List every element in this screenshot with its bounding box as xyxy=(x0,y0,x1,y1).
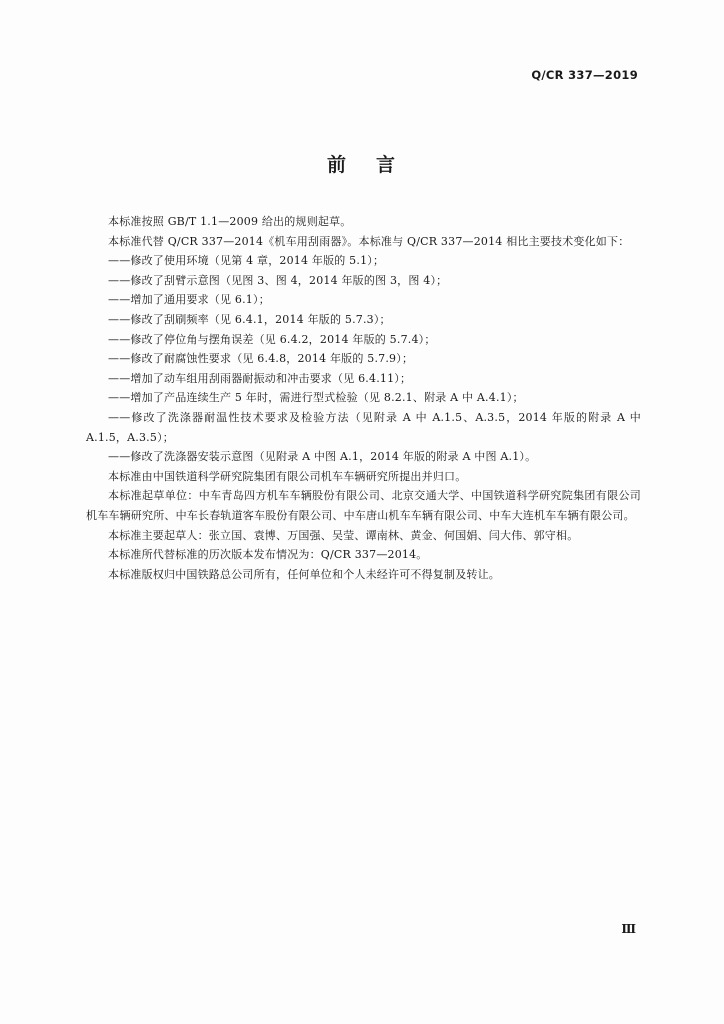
paragraph: 本标准由中国铁道科学研究院集团有限公司机车车辆研究所提出并归口。 xyxy=(108,469,467,483)
list-item: ——修改了耐腐蚀性要求（见 6.4.8，2014 年版的 5.7.9）； xyxy=(108,352,414,366)
list-item: ——增加了产品连续生产 5 年时，需进行型式检验（见 8.2.1、附录 A 中 A.4.1）； xyxy=(108,391,524,405)
paragraph: 本标准代替 Q/CR 337—2014《机车用刮雨器》。本标准与 Q/CR 337—2014 相比主要技术变化如下： xyxy=(108,234,630,248)
paragraph: 本标准版权归中国铁路总公司所有，任何单位和个人未经许可不得复制及转让。 xyxy=(108,567,500,581)
list-item: ——修改了洗涤器安装示意图（见附录 A 中图 A.1，2014 年版的附录 A 中图 A.1）。 xyxy=(108,450,537,464)
standard-code: Q/CR 337—2019 xyxy=(531,68,638,82)
list-item: ——修改了使用环境（见第 4 章，2014 年版的 5.1）； xyxy=(108,254,385,268)
list-item: ——修改了刮臂示意图（见图 3、图 4，2014 年版的图 3，图 4）； xyxy=(108,273,448,287)
list-item: ——增加了动车组用刮雨器耐振动和冲击要求（见 6.4.11）； xyxy=(108,371,412,385)
list-item: ——增加了通用要求（见 6.1）； xyxy=(108,293,270,307)
page-title: 前言 xyxy=(326,154,425,176)
paragraph: 本标准所代替标准的历次版本发布情况为：Q/CR 337—2014。 xyxy=(108,548,428,562)
paragraph: 本标准按照 GB/T 1.1—2009 给出的规则起草。 xyxy=(108,215,352,228)
paragraph: 本标准主要起草人：张立国、袁博、万国强、吴莹、谭南林、黄金、何国娟、闫大伟、郭守相。 xyxy=(108,528,579,542)
foreword-body xyxy=(86,212,641,584)
list-item: ——修改了洗涤器耐温性技术要求及检验方法（见附录 A 中 A.1.5、A.3.5，2014 年版的附录 A 中 A.1.5，A.3.5）； xyxy=(86,410,641,444)
list-item: ——修改了停位角与摆角误差（见 6.4.2，2014 年版的 5.7.4）； xyxy=(108,332,436,346)
paragraph: 本标准起草单位：中车青岛四方机车车辆股份有限公司、北京交通大学、中国铁道科学研究院集团有限公司机车车辆研究所、中车长春轨道客车股份有限公司、中车唐山机车车辆有限公司、中车大连机车车辆有限公司。 xyxy=(86,489,641,522)
list-item: ——修改了刮刷频率（见 6.4.1，2014 年版的 5.7.3）； xyxy=(108,312,391,326)
page-number: Ⅲ xyxy=(621,922,636,936)
